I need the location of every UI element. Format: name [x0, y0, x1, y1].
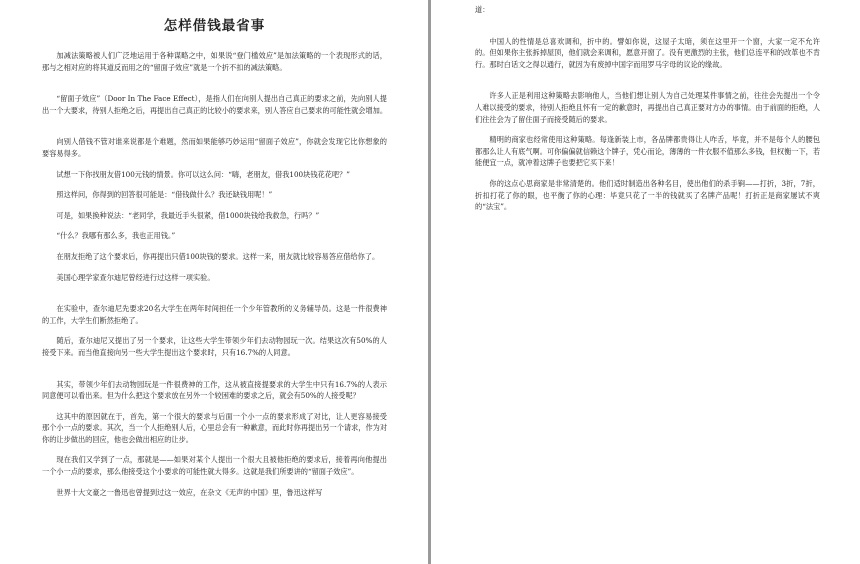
paragraph: 在朋友拒绝了这个要求后，你再提出只借100块钱的要求。这样一来，朋友就比较容易答应借给你了。	[56, 251, 380, 261]
paragraph: 试想一下你找朋友借100元钱的情景。你可以这么问：“嗨，老朋友，借我100块钱花花吧？”	[56, 169, 350, 179]
paragraph: 这其中的原因就在于，首先，第一个很大的要求与后面一个小一点的要求形成了对比，让人更容易接受那个小一点的要求。其次，当一个人拒绝别人后，心里总会有一种歉意，而此时你再提出另一个请求，作为对你的让步做出的回应，他也会做出相应的让步。	[42, 411, 388, 444]
paragraph: 你的这点心思商家是非常清楚的。他们适时制造出各种名目，使出他们的杀手锏——打折，3折，7折，折扣打花了你的眼，也平衡了你的心理：毕竟只花了一半的钱就买了名牌产品呢！打折正是商家屡试不爽的“法宝”。	[475, 178, 820, 212]
paragraph: 美国心理学家查尔迪尼曾经进行过这样一项实验。	[56, 272, 215, 282]
paragraph: 加减法策略被人们广泛地运用于各种谋略之中，如果说“登门槛效应”是加法策略的一个表现形式的话，那与之相对应的将其道反而用之的“留面子效应”就是一个折不扣的减法策略。	[42, 51, 387, 72]
paragraph: 中国人的性情是总喜欢调和，折中的。譬如你说，这屋子太暗，须在这里开一个窗，大家一定不允许的。但如果你主张拆掉屋顶，他们就会来调和，愿意开窗了。没有更激烈的主张，他们总连平和的改革也不肯行。那时白话文之得以通行，就因为有废掉中国字而用罗马字母的议论的缘故。	[475, 36, 821, 69]
paragraph: 在实验中，查尔迪尼先要求20名大学生在两年时间担任一个少年管教所的义务辅导员。这是一件很费神的工作，大学生们断然拒绝了。	[42, 304, 387, 325]
paragraph: “留面子效应”（Door In The Face Effect），是指人们在向别人提出自己真正的要求之前，先向别人提出一个大要求，待别人拒绝之后，再提出自己真正的比较小的要求来，别人答应自己要求的可能性就会增加。	[42, 94, 388, 115]
page-title: 怎样借钱最省事	[163, 18, 266, 34]
paragraph: “什么？我哪有那么多，我也正用钱。”	[56, 231, 176, 241]
paragraph: 世界十大文豪之一鲁迅也曾提到过这一效应，在杂文《无声的中国》里，鲁迅这样写	[56, 487, 323, 497]
paragraph: 道：	[475, 5, 490, 14]
paragraph: 现在我们又学到了一点，那就是——如果对某个人提出一个很大且被他拒绝的要求后，接着再向他提出一个小一点的要求，那么他接受这个小要求的可能性就大得多。这就是我们所要讲的“留面子效应”。	[42, 455, 387, 477]
left-page-body	[42, 50, 387, 498]
paragraph: 许多人正是利用这种策略去影响他人，当他们想让别人为自己处理某件事情之前，往往会先提出一个令人难以接受的要求，待别人拒绝且怀有一定的歉意时，再提出自己真正要对方办的事情。由于前面的拒绝，人们往往会为了留住面子而接受随后的要求。	[475, 91, 821, 124]
paragraph: 其实，带领少年们去动物园玩是一件很费神的工作，这从被直接提要求的大学生中只有16.7%的人表示同意便可以看出来。但为什么把这个要求放在另外一个较困难的要求之后，就会有50%的人接受呢？	[42, 379, 387, 401]
paragraph: 照这样问，你得到的回答很可能是：“借钱做什么？我还缺钱用呢！”	[56, 190, 273, 200]
paragraph: 随后，查尔迪尼又提出了另一个要求，让这些大学生带领少年们去动物园玩一次。结果这次有50%的人接受下来。而当他直接向另一些大学生提出这个要求时，只有16.7%的人同意。	[42, 336, 387, 357]
paragraph: 可是，如果换种说法：“老同学，我最近手头很紧，借1000块钱给我救急，行吗？”	[56, 210, 320, 220]
paragraph: 向别人借钱不管对谁来说都是个难题，然而如果能够巧妙运用“留面子效应”，你就会发现它比你想象的要容易得多。	[42, 137, 387, 158]
document-page-left	[0, 0, 428, 564]
right-page-body	[475, 4, 820, 213]
paragraph: 精明的商家也经常使用这种策略。每逢新装上市，各品牌都贵得让人咋舌，毕竟，并不是每个人的腰包都那么让人有底气啊。可你偏偏就信赖这个牌子，凭心而论，薄薄的一件衣服不值那么多钱，但权衡一下，若能便宜一点，就冲着这牌子也要把它买下来！	[475, 135, 821, 168]
document-page-right	[431, 0, 860, 564]
